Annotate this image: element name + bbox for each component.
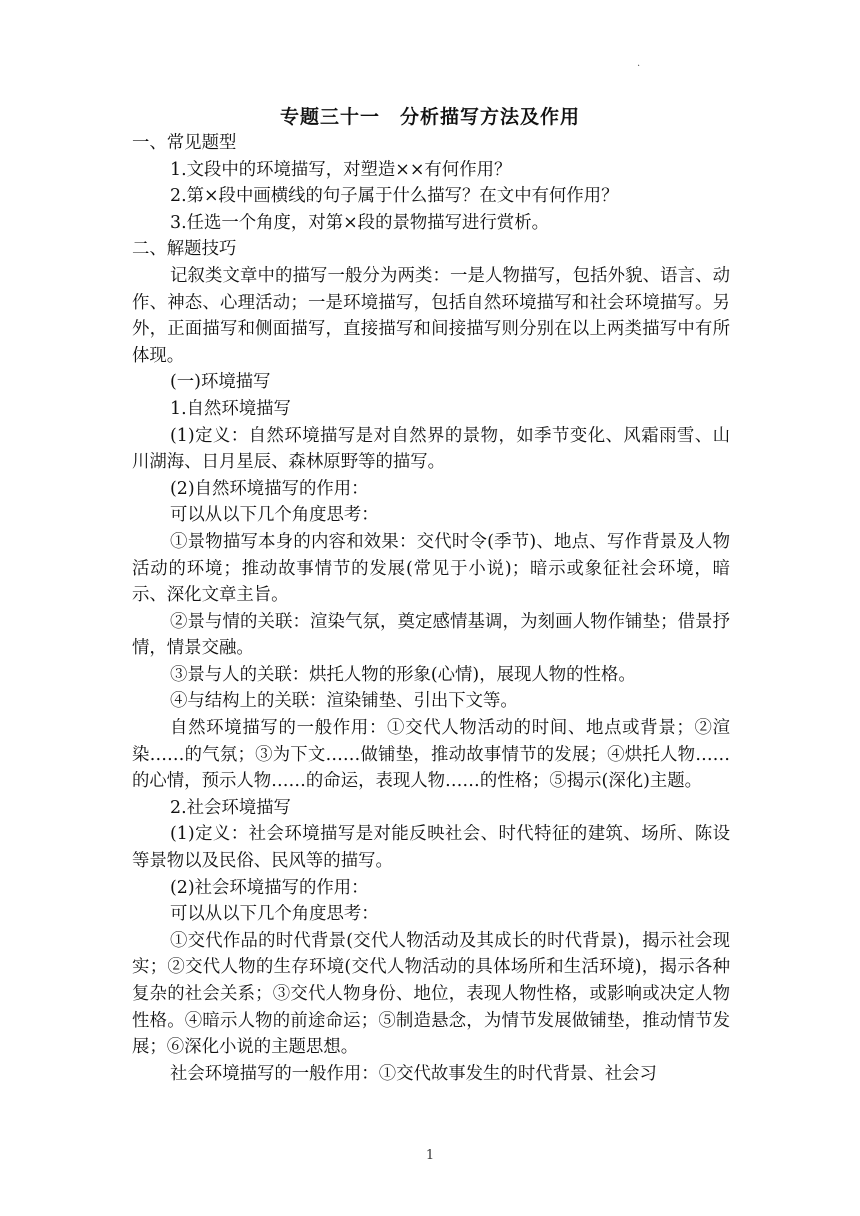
body-paragraph: ③景与人的关联：烘托人物的形象(心情)，展现人物的性格。	[170, 664, 636, 685]
body-paragraph: ④与结构上的关联：渲染铺垫、引出下文等。	[170, 691, 518, 712]
question-type-item: 3.任选一个角度，对第×段的景物描写进行赏析。	[170, 212, 549, 233]
body-paragraph: ①交代作品的时代背景(交代人物活动及其成长的时代背景)，揭示社会现实；②交代人物的生存环境(交代人物活动的具体场所和生活环境)，揭示各种复杂的社会关系；③交代人物身份、地位，表现人物性格，或影响或决定人物性格。④暗示人物的前途命运；⑤制造悬念，为情节发展做铺垫，推动情节发展；⑥深化小说的主题思想。	[132, 930, 730, 1058]
section-heading: 二、解题技巧	[132, 239, 237, 260]
section-heading: 一、常见题型	[132, 133, 237, 153]
subsection-heading: (一)环境描写	[170, 372, 271, 393]
subsection-heading: 1.自然环境描写	[170, 398, 291, 419]
body-paragraph: 自然环境描写的一般作用：①交代人物活动的时间、地点或背景；②渲染……的气氛；③为下文……做铺垫，推动故事情节的发展；④烘托人物……的心情，预示人物……的命运，表现人物……的性格；⑤揭示(深化)主题。	[132, 718, 730, 792]
subsection-heading: (2)社会环境描写的作用：	[170, 877, 369, 898]
question-type-item: 1.文段中的环境描写，对塑造××有何作用？	[170, 159, 512, 180]
question-type-item: 2.第×段中画横线的句子属于什么描写？在文中有何作用？	[170, 186, 619, 207]
body-paragraph: ①景物描写本身的内容和效果：交代时令(季节)、地点、写作背景及人物活动的环境；推动故事情节的发展(常见于小说)；暗示或象征社会环境，暗示、深化文章主旨。	[132, 531, 730, 606]
header-mark: .	[637, 58, 641, 69]
body-paragraph: 可以从以下几个角度思考：	[170, 904, 379, 925]
body-paragraph: 记叙类文章中的描写一般分为两类：一是人物描写，包括外貌、语言、动作、神态、心理活动；一是环境描写，包括自然环境描写和社会环境描写。另外，正面描写和侧面描写，直接描写和间接描写则分别在以上两类描写中有所体现。	[132, 265, 730, 366]
body-paragraph: (1)定义：自然环境描写是对自然界的景物，如季节变化、风霜雨雪、山川湖海、日月星辰、森林原野等的描写。	[132, 425, 730, 473]
page-title: 专题三十一 分析描写方法及作用	[279, 106, 580, 128]
subsection-heading: (2)自然环境描写的作用：	[170, 478, 369, 499]
body-paragraph: (1)定义：社会环境描写是对能反映社会、时代特征的建筑、场所、陈设等景物以及民俗、民风等的描写。	[132, 824, 730, 872]
body-paragraph: ②景与情的关联：渲染气氛，奠定感情基调，为刻画人物作铺垫；借景抒情，情景交融。	[132, 611, 730, 659]
page-number: 1	[425, 1148, 435, 1163]
body-paragraph: 可以从以下几个角度思考：	[170, 505, 379, 526]
subsection-heading: 2.社会环境描写	[170, 797, 291, 818]
document-body	[132, 130, 730, 1087]
body-paragraph: 社会环境描写的一般作用：①交代故事发生的时代背景、社会习	[170, 1063, 657, 1084]
